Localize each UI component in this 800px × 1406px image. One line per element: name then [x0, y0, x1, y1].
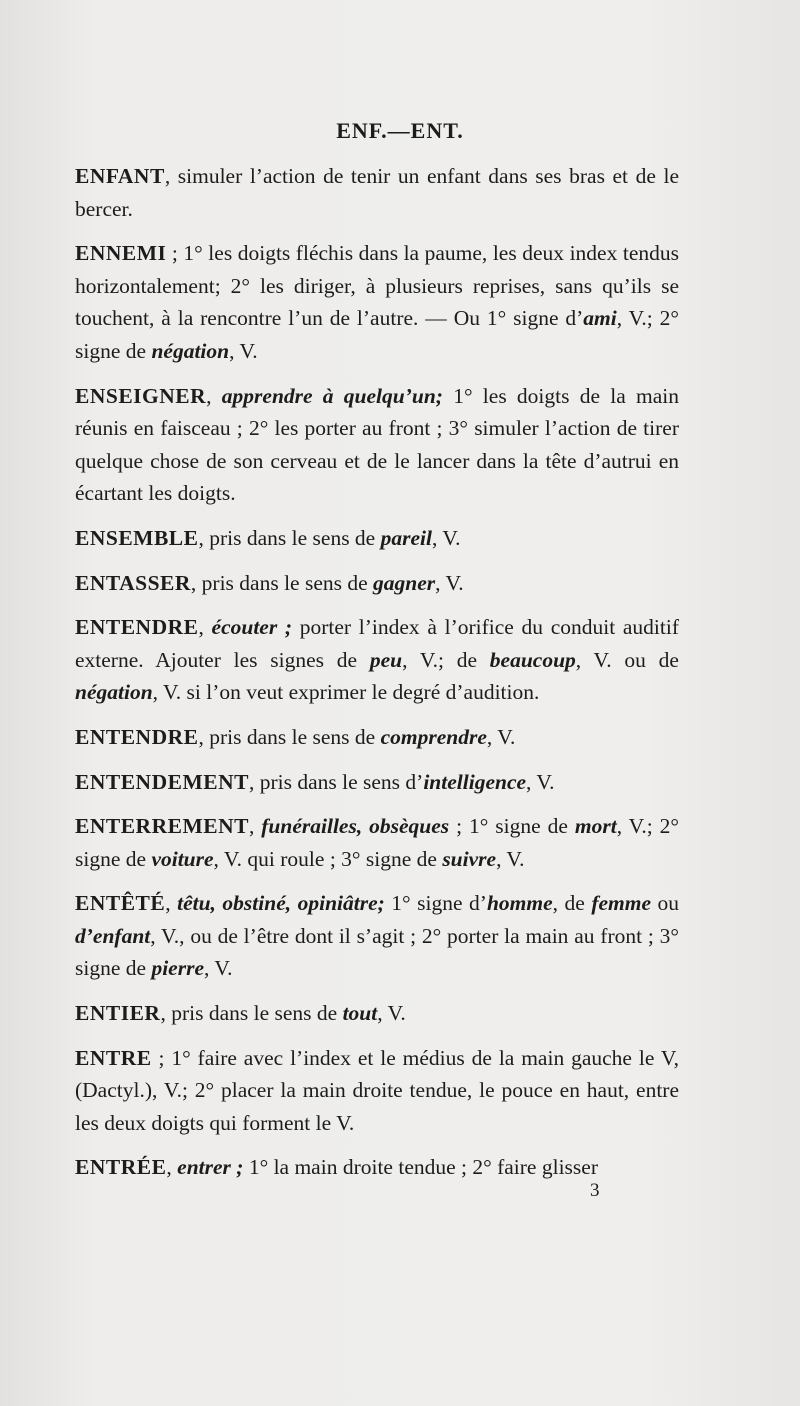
entry-headword: ENNEMI: [75, 241, 167, 266]
entry-keyword: négation: [151, 338, 230, 363]
entry-text: ; 1° signe de: [449, 814, 575, 839]
entry-text: , pris dans le sens de: [198, 724, 381, 749]
entry-text: , pris dans le sens de: [198, 525, 381, 550]
entry-text: , V., ou de l’être dont il s’agit ; 2° porter la main au front ; 3° signe de: [75, 923, 679, 981]
entry-keyword: pierre: [151, 956, 204, 981]
entry-headword: ENTENDRE: [75, 615, 199, 640]
entry-text: , V.; 2° signe de: [75, 814, 679, 871]
entry-text: , pris dans le sens de: [190, 570, 374, 595]
entry-text: , V.: [203, 956, 233, 981]
entry-keyword: peu: [369, 647, 403, 672]
entry-keyword: tout: [342, 1001, 378, 1026]
entry-keyword: pareil: [380, 525, 432, 550]
entry-text: , V. si l’on veut exprimer le degré d’audition.: [152, 680, 540, 705]
entry-headword: ENTIER: [75, 1001, 161, 1026]
dictionary-entry: [75, 611, 679, 709]
entry-text: ,: [206, 383, 222, 408]
dictionary-entry: [75, 810, 679, 875]
entry-keyword: apprendre à quelqu’un;: [221, 383, 443, 408]
entry-text: , V.: [377, 1001, 406, 1026]
dictionary-entry: [75, 380, 679, 510]
running-header: ENF.—ENT.: [336, 118, 464, 143]
dictionary-entry: [75, 567, 679, 600]
entry-text: ,: [165, 891, 178, 916]
entry-text: 1° les doigts de la main réunis en faisceau ; 2° les porter au front ; 3° simuler l’action de tirer quelque chose de son cerveau et de le lancer dans la tête d’autrui en écartant les doigts.: [75, 383, 680, 506]
entry-headword: ENSEMBLE: [75, 525, 199, 550]
dictionary-entry: [75, 1151, 679, 1184]
entry-text: ,: [166, 1155, 178, 1180]
entry-text: ; 1° les doigts fléchis dans la paume, les deux index tendus horizontalement; 2° les diriger, à plusieurs reprises, sans qu’ils se touchent, à la rencontre l’un de l’autre. — Ou 1° signe d’: [75, 241, 679, 331]
entry-text: ou: [651, 891, 680, 916]
entry-text: , V. ou de: [575, 647, 679, 672]
entry-text: , V.: [229, 338, 258, 363]
entry-headword: ENTRÉE: [75, 1155, 167, 1180]
entry-keyword: négation: [75, 680, 153, 705]
entry-headword: ENTÊTÉ: [75, 891, 166, 916]
entry-keyword: beaucoup: [489, 647, 576, 672]
entry-keyword: intelligence: [423, 769, 527, 794]
dictionary-entry: [75, 237, 679, 367]
entry-text: , V.: [526, 769, 555, 794]
entry-text: , V.: [435, 570, 464, 595]
entry-keyword: suivre: [442, 846, 497, 871]
entry-text: , V.: [431, 525, 461, 550]
entry-headword: ENTASSER: [75, 570, 191, 595]
entry-headword: ENFANT: [75, 164, 165, 188]
entry-text: ,: [198, 615, 212, 640]
entry-keyword: funérailles, obsèques: [261, 814, 450, 839]
entry-text: , V. qui roule ; 3° signe de: [213, 846, 443, 871]
entry-keyword: écouter ;: [211, 615, 293, 640]
dictionary-entry: [75, 887, 679, 985]
dictionary-entry: [75, 160, 679, 225]
entry-text: , simuler l’action de tenir un enfant dans ses bras et de le bercer.: [75, 164, 679, 221]
dictionary-entry: [75, 522, 679, 555]
entry-text: 1° signe d’: [384, 891, 487, 916]
entry-text: , pris dans le sens d’: [248, 769, 424, 794]
dictionary-entry: [75, 997, 679, 1030]
entry-keyword: gagner: [373, 570, 436, 595]
entry-keyword: entrer ;: [177, 1155, 244, 1180]
dictionary-entry: [75, 721, 679, 754]
entry-headword: ENTENDEMENT: [75, 769, 249, 794]
entry-keyword: d’enfant: [75, 923, 151, 948]
entry-text: ,: [248, 814, 262, 839]
entry-text: , V.; 2° signe de: [75, 306, 679, 363]
entry-keyword: femme: [591, 891, 652, 916]
entry-keyword: comprendre: [380, 724, 487, 749]
entry-keyword: mort: [574, 814, 617, 839]
entry-keyword: homme: [486, 891, 553, 916]
entry-text: , V.: [496, 846, 525, 871]
entry-keyword: ami: [583, 306, 617, 331]
dictionary-entries: [75, 160, 679, 1196]
dictionary-entry: [75, 766, 679, 799]
entry-keyword: têtu, obstiné, opiniâtre;: [177, 891, 385, 916]
page-number: 3: [590, 1180, 600, 1201]
entry-headword: ENTRE: [75, 1045, 152, 1070]
entry-text: , V.: [486, 724, 516, 749]
entry-text: , pris dans le sens de: [160, 1001, 343, 1026]
entry-text: porter l’index à l’orifice du conduit auditif externe. Ajouter les signes de: [75, 615, 679, 672]
entry-headword: ENTERREMENT: [75, 814, 249, 839]
entry-headword: ENTENDRE: [75, 724, 199, 749]
entry-text: 1° la main droite tendue ; 2° faire glisser: [243, 1155, 598, 1180]
dictionary-entry: [75, 1042, 679, 1140]
entry-text: ; 1° faire avec l’index et le médius de la main gauche le V, (Dactyl.), V.; 2° placer la main droite tendue, le pouce en haut, entre les deux doigts qui forment le V.: [75, 1045, 679, 1135]
entry-headword: ENSEIGNER: [75, 383, 207, 408]
entry-text: , V.; de: [402, 647, 490, 672]
entry-keyword: voiture: [151, 846, 214, 871]
entry-text: , de: [552, 891, 592, 916]
